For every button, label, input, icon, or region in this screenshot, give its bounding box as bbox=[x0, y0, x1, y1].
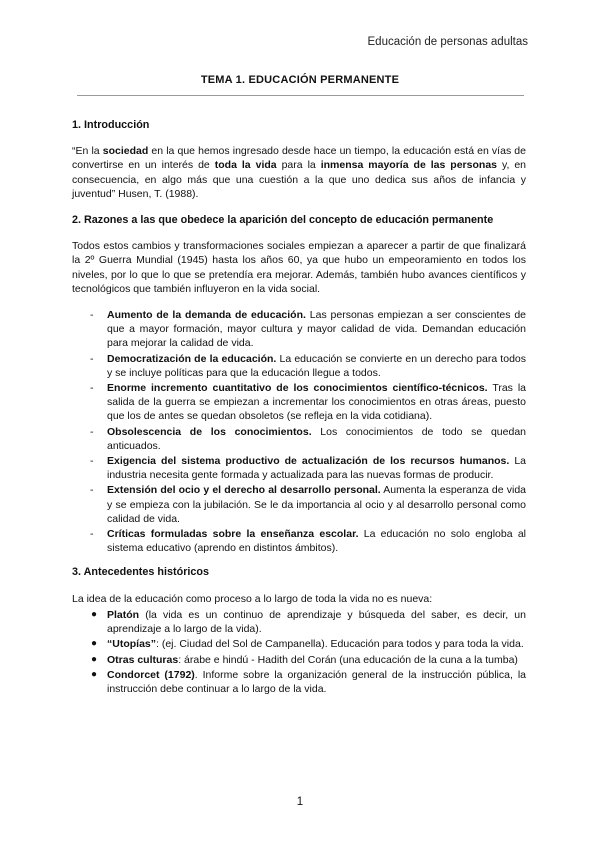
section-heading-razones: 2. Razones a las que obedece la aparición del concepto de educación permanente bbox=[72, 214, 494, 227]
bullet-icon: ● bbox=[91, 638, 98, 650]
list-item-text: La industria necesita gente formada y actualizada para las nuevas formas de producir. bbox=[107, 455, 526, 482]
quote-text: “En la bbox=[72, 145, 103, 158]
razones-list bbox=[90, 308, 526, 555]
dash-marker: - bbox=[90, 309, 94, 322]
list-item-text: Tras la salida de la guerra se empiezan a incrementar los conocimientos en otras áreas, puesto que los de antes se quedan obsoletos (se refleja en la vida cotidiana). bbox=[107, 382, 526, 423]
dash-marker: - bbox=[90, 425, 94, 438]
list-item-term: “Utopías” bbox=[107, 638, 157, 651]
list-item bbox=[90, 608, 526, 636]
list-item-term: Críticas formuladas sobre la enseñanza escolar. bbox=[107, 528, 359, 541]
list-item bbox=[90, 668, 526, 696]
dash-marker: - bbox=[90, 528, 94, 541]
title-divider bbox=[77, 95, 524, 96]
list-item-term: Democratización de la educación. bbox=[107, 352, 277, 365]
quote-emphasis: sociedad bbox=[102, 145, 149, 158]
quote-text: en la que hemos ingresado desde hace un tiempo, la educación está en vías de convertirse en un interés de bbox=[72, 145, 526, 172]
antecedentes-list bbox=[90, 608, 526, 696]
list-item-text: : árabe e hindú - Hadith del Corán (una educación de la cuna a la tumba) bbox=[178, 653, 518, 666]
list-item bbox=[90, 527, 526, 555]
list-item-term: Otras culturas bbox=[107, 653, 179, 666]
list-item-text: Las personas empiezan a ser conscientes de que a mayor formación, mayor cultura y mayor calidad de vida. Demandan educación para mejorar la calidad de vida. bbox=[107, 309, 527, 350]
quote-text: y, en consecuencia, en algo más que una cuestión a la que uno dedica sus años de infancia y juventud” Husen, T. (1988). bbox=[72, 159, 527, 200]
list-item-term: Condorcet (1792) bbox=[107, 668, 195, 681]
list-item bbox=[90, 308, 526, 351]
dash-marker: - bbox=[90, 382, 94, 395]
dash-marker: - bbox=[90, 484, 94, 497]
quote-emphasis: toda la vida bbox=[214, 159, 277, 172]
document-body bbox=[72, 118, 526, 697]
list-item bbox=[90, 637, 526, 651]
list-item-term: Platón bbox=[107, 608, 140, 621]
list-item-text: La educación no solo engloba al sistema educativo (aprendo en distintos ámbitos). bbox=[107, 528, 526, 555]
quote-text: para la bbox=[276, 159, 321, 172]
list-item-term: Obsolescencia de los conocimientos. bbox=[107, 425, 312, 438]
list-item bbox=[90, 381, 526, 424]
bullet-icon: ● bbox=[91, 608, 98, 620]
list-item bbox=[90, 454, 526, 482]
list-item-text: . Informe sobre la organización general de la instrucción pública, la instrucción debe continuar a lo largo de la vida. bbox=[107, 668, 526, 695]
bullet-icon: ● bbox=[91, 668, 98, 680]
bullet-icon: ● bbox=[91, 653, 98, 665]
list-item bbox=[90, 352, 526, 380]
list-item-text: : (ej. Ciudad del Sol de Campanella). Educación para todos y para toda la vida. bbox=[156, 638, 524, 651]
list-item-text: Los conocimientos de todo se quedan anticuados. bbox=[107, 425, 526, 452]
list-item-text: (la vida es un continuo de aprendizaje y búsqueda del saber, es decir, un aprendizaje a lo largo de la vida). bbox=[107, 608, 526, 636]
section-heading-antecedentes: 3. Antecedentes históricos bbox=[72, 566, 210, 579]
dash-marker: - bbox=[90, 352, 94, 365]
running-header: Educación de personas adultas bbox=[367, 36, 528, 48]
antecedentes-intro: La idea de la educación como proceso a lo largo de toda la vida no es nueva: bbox=[72, 592, 433, 605]
list-item-term: Extensión del ocio y el derecho al desarrollo personal. bbox=[107, 484, 381, 497]
quote-emphasis: inmensa mayoría de las personas bbox=[320, 159, 497, 172]
list-item-text: La educación se convierte en un derecho para todos y se incluye políticas para que la educación llegue a todos. bbox=[107, 352, 526, 379]
list-item-term: Exigencia del sistema productivo de actualización de los recursos humanos. bbox=[107, 455, 510, 468]
list-item bbox=[90, 653, 526, 667]
list-item bbox=[90, 483, 526, 526]
list-item-term: Enorme incremento cuantitativo de los conocimientos científico-técnicos. bbox=[107, 382, 488, 395]
page-number: 1 bbox=[296, 796, 304, 808]
dash-marker: - bbox=[90, 455, 94, 468]
list-item-term: Aumento de la demanda de educación. bbox=[107, 309, 306, 322]
intro-quote bbox=[72, 144, 526, 201]
page-title: TEMA 1. EDUCACIÓN PERMANENTE bbox=[200, 74, 400, 86]
list-item bbox=[90, 425, 526, 453]
razones-paragraph: Todos estos cambios y transformaciones sociales empiezan a aparecer a partir de que finalizará la 2º Guerra Mundial (1945) hasta los años 60, ya que hubo un empeoramiento en todos los niveles, por lo que lo que se pretendía era mejorar. Además, también hubo avances científicos y tecnológicos que también influyeron en la vida social. bbox=[72, 240, 526, 295]
list-item-text: Aumenta la esperanza de vida y se empieza con la jubilación. Se le da importancia al ocio y al desarrollo personal como calidad de vida. bbox=[107, 484, 526, 525]
section-heading-introduccion: 1. Introducción bbox=[72, 119, 150, 131]
